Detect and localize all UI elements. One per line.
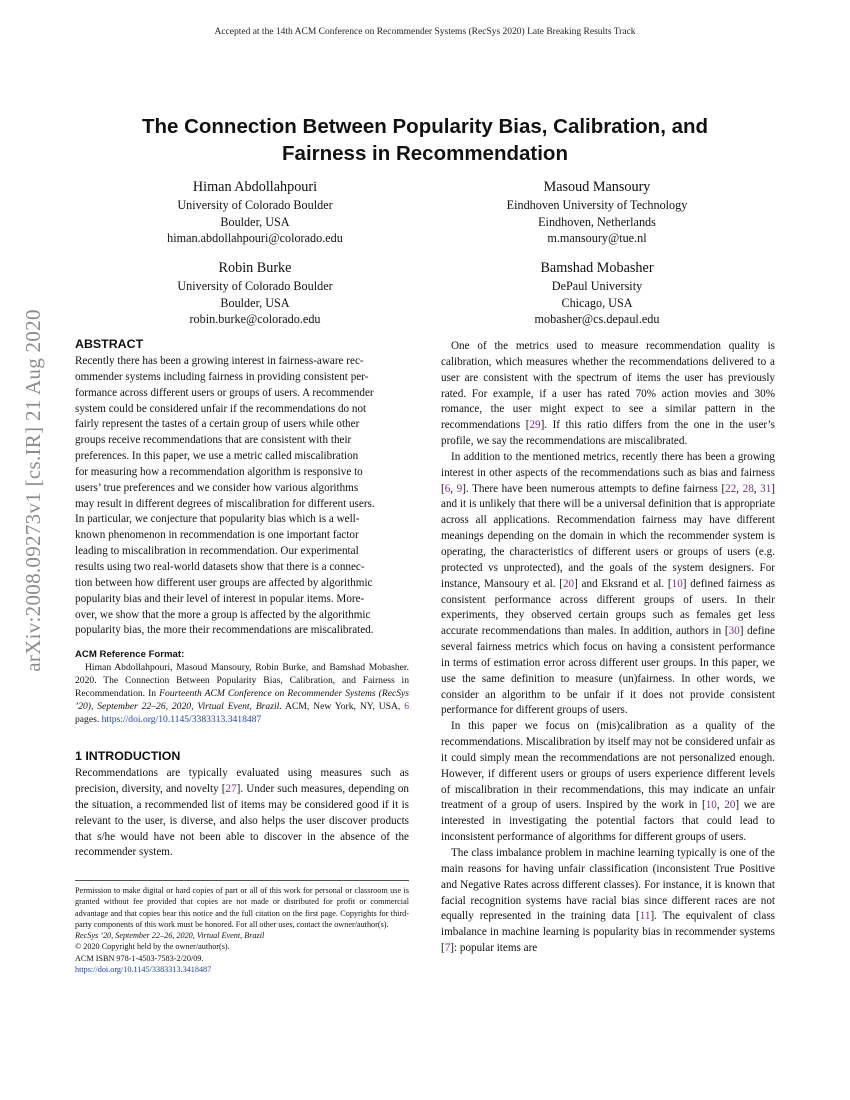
text-run: ]. There have been numerous attempts to define fairness [ [462, 482, 726, 495]
citation-link[interactable]: 9 [456, 482, 463, 495]
author-block-1 [120, 177, 390, 247]
acm-reference-venue: Fourteenth ACM Conference on Recommender Systems (RecSys ’20), September 22–26, 2020, Virtual Event, Brazil [75, 688, 409, 713]
abstract-line: In particular, we conjecture that popularity bias which is a well- [75, 513, 360, 526]
text-run: ] define several fairness metrics which focus on having a consistent performance in terms of estimation error across different user groups. In this paper, we use the same definition to measure (un)fairness. In other words, we consider an algorithm to be unfair if it does not provide consistent performance for different groups of users. [441, 625, 775, 717]
author-affiliation: University of Colorado Boulder [177, 279, 333, 293]
acm-reference-pages-link[interactable]: 6 [404, 701, 409, 713]
citation-link[interactable]: 11 [639, 910, 651, 923]
abstract-line: tion between how different user groups are affected by algorithmic [75, 576, 373, 589]
author-email: robin.burke@colorado.edu [189, 312, 321, 327]
left-column [75, 336, 409, 861]
abstract-line: may result in different degrees of miscalibration for different users. [75, 497, 375, 510]
venue-header-note: Accepted at the 14th ACM Conference on Recommender Systems (RecSys 2020) Late Breaking Results Track [214, 27, 636, 37]
abstract-line: results using two real-world datasets show that there is a connec- [75, 560, 365, 573]
introduction-heading: 1 INTRODUCTION [75, 749, 181, 764]
abstract-line: leading to miscalibration in recommendation. Our experimental [75, 545, 359, 558]
abstract-line: preferences. In this paper, we use a metric called miscalibration [75, 450, 359, 463]
text-run: , [736, 482, 743, 495]
arxiv-stamp [15, 295, 51, 685]
author-name: Bamshad Mobasher [540, 260, 654, 276]
citation-link[interactable]: 10 [705, 799, 717, 812]
body-paragraph [441, 450, 775, 719]
author-block-3 [120, 258, 390, 328]
text-run: ] defined fairness as consistent performance across different groups of users. In their experiments, they observed certain groups such as females get less accurate recommendations than males. In addition, authors in [ [441, 577, 775, 638]
footnote-venue-text: RecSys ’20, September 22–26, 2020, Virtual Event, Brazil [75, 931, 265, 941]
citation-link[interactable]: 29 [529, 419, 541, 432]
citation-link[interactable]: 6 [444, 482, 451, 495]
citation-link[interactable]: 27 [225, 783, 237, 796]
author-name: Masoud Mansoury [543, 179, 651, 195]
paper-title-line-1: The Connection Between Popularity Bias, Calibration, and [141, 115, 709, 138]
abstract-line: Recently there has been a growing interest in fairness-aware rec- [75, 355, 364, 367]
citation-link[interactable]: 22 [725, 482, 737, 495]
acm-reference-doi-link[interactable]: https://doi.org/10.1145/3383313.3418487 [101, 714, 262, 726]
author-location: Chicago, USA [561, 295, 633, 310]
author-location: Boulder, USA [220, 295, 290, 310]
author-affiliation: Eindhoven University of Technology [506, 198, 688, 212]
author-location: Boulder, USA [220, 214, 290, 229]
citation-link[interactable]: 7 [444, 942, 451, 955]
abstract-line: ommender systems including fairness in providing consistent per- [75, 370, 369, 383]
author-name: Himan Abdollahpouri [192, 179, 318, 195]
acm-reference-text [75, 661, 409, 726]
abstract-heading: ABSTRACT [75, 337, 144, 351]
text-run: ]. Under such measures, depending on the situation, a recommended list of items may be considered good if it is relevant to the user, is diverse, and also helps the user discover products that s/he would have not been able to discover in the absence of the recommender system. [75, 783, 409, 859]
citation-link[interactable]: 20 [724, 799, 736, 812]
paper-title-line-2: Fairness in Recommendation [282, 142, 568, 165]
author-affiliation: DePaul University [551, 279, 643, 293]
author-block-4 [462, 258, 732, 328]
text-run: ] and Eksrand et al. [ [574, 577, 672, 590]
paper-title [75, 113, 775, 167]
abstract-line: groups receive recommendations that are consistent with their [75, 434, 352, 447]
author-name: Robin Burke [218, 260, 292, 276]
author-location: Eindhoven, Netherlands [538, 214, 656, 229]
abstract-body [75, 354, 409, 639]
footnote-block [75, 885, 409, 975]
introduction-paragraph [75, 766, 409, 861]
abstract-line: formance across different users or groups of users. A recommender [75, 386, 374, 399]
body-paragraph [441, 846, 775, 957]
citation-link[interactable]: 20 [562, 577, 575, 590]
abstract-line: popularity bias and their level of interest in popular items. More- [75, 592, 365, 605]
acm-reference-authors: Himan Abdollahpouri, Masoud Mansoury, Robin Burke, and Bamshad Mobasher. 2020. The Connection Between Popularity Bias, Calibration, and Fairness in Recommendation. In [75, 662, 409, 700]
citation-link[interactable]: 30 [728, 625, 740, 638]
text-run: ] and it is unlikely that there will be a universal definition that is appropriate across all applications. Recommendation fairness may have different meanings depending on the domain in which the recommender system is operating, the characteristics of different users or groups of users (e.g. protected vs unprotected), and the goals of the system designers. For instance, Mansoury et al. [ [441, 482, 776, 590]
acm-reference-publisher: . ACM, New York, NY, USA, [279, 701, 405, 713]
abstract-line: users’ true preferences and we consider how various algorithms [75, 481, 359, 494]
text-run: ] we are interested in investigating the potential factors that could lead to inconsistent performance of algorithms for different groups of users. [441, 799, 775, 844]
text-run: , [450, 482, 457, 495]
footnote-isbn: ACM ISBN 978-1-4503-7583-2/20/09. [75, 953, 204, 963]
author-block-2 [462, 177, 732, 247]
text-run: One of the metrics used to measure recommendation quality is calibration, which measures whether the recommendations delivered to a user are consistent with the spectrum of items the user has previously rated. For example, if a user has rated 70% action movies and 30% romance, the user might expect to see a similar pattern in the recommendations [ [441, 340, 775, 432]
text-run: , [753, 482, 761, 495]
citation-link[interactable]: 10 [671, 577, 683, 590]
acm-reference-heading: ACM Reference Format: [75, 649, 185, 661]
body-paragraph [441, 339, 775, 450]
acm-reference-pages-label: pages. [75, 714, 102, 726]
footnote-divider [75, 880, 409, 881]
footnote-venue [75, 930, 409, 941]
abstract-line: popularity bias, the more their recommendations are miscalibrated. [75, 624, 374, 637]
abstract-line: for measuring how a recommendation algorithm is responsive to [75, 465, 363, 478]
text-run: Recommendations are typically evaluated using measures such as precision, diversity, and novelty [ [75, 767, 409, 796]
body-paragraph [441, 719, 775, 846]
right-column [441, 339, 775, 957]
arxiv-stamp-text: arXiv:2008.09273v1 [cs.IR] 21 Aug 2020 [20, 308, 45, 672]
text-run: ]. The equivalent of class imbalance in machine learning is popularity bias in recommender systems [ [441, 910, 775, 955]
abstract-line: over, we show that the more a group is affected by the algorithmic [75, 608, 371, 621]
author-email: himan.abdollahpouri@colorado.edu [167, 231, 343, 246]
citation-link[interactable]: 28 [742, 482, 754, 495]
author-email: m.mansoury@tue.nl [547, 231, 647, 246]
text-run: The class imbalance problem in machine learning typically is one of the main reasons for having unfair classification (inconsistent True Positive and Negative Rates across different classes). For instance, it is known that facial recognition systems have racial bias since different races are not equally represented in the training data [ [441, 847, 775, 923]
text-run: ]: popular items are [450, 942, 538, 955]
footnote-doi-link[interactable]: https://doi.org/10.1145/3383313.3418487 [75, 965, 212, 975]
author-email: mobasher@cs.depaul.edu [534, 312, 660, 327]
text-run: In this paper we focus on (mis)calibration as a quality of the recommendations. Miscalibration by itself may not be considered unfair as it could simply mean the recommendations are not personalized enough. However, if different users or groups of users experience different levels of miscalibration in their recommendations, this may indicate an unfair treatment of a group of users. Inspired by the work in [ [441, 720, 775, 812]
abstract-line: known phenomenon in recommendation is one important factor [75, 529, 359, 542]
abstract-line: fairly represent the tastes of a certain group of users while other [75, 418, 360, 431]
abstract-line: system could be considered unfair if the recommendations do not [75, 402, 367, 415]
text-run: ]. If this ratio differs from the one in the user’s profile, we say the recommendations are miscalibrated. [441, 419, 775, 448]
footnote-copyright: © 2020 Copyright held by the owner/author(s). [75, 942, 230, 952]
text-run: , [716, 799, 725, 812]
author-affiliation: University of Colorado Boulder [177, 198, 333, 212]
text-run: In addition to the mentioned metrics, recently there has been a growing interest in other aspects of the recommendations such as bias and fairness [ [441, 450, 775, 495]
footnote-permission: Permission to make digital or hard copies of part or all of this work for personal or classroom use is granted without fee provided that copies are not made or distributed for profit or commercial advantage and that copies bear this notice and the full citation on the first page. Copyrights for third-party components of this work must be honored. For all other uses, contact the owner/author(s). [75, 886, 409, 929]
citation-link[interactable]: 31 [760, 482, 772, 495]
